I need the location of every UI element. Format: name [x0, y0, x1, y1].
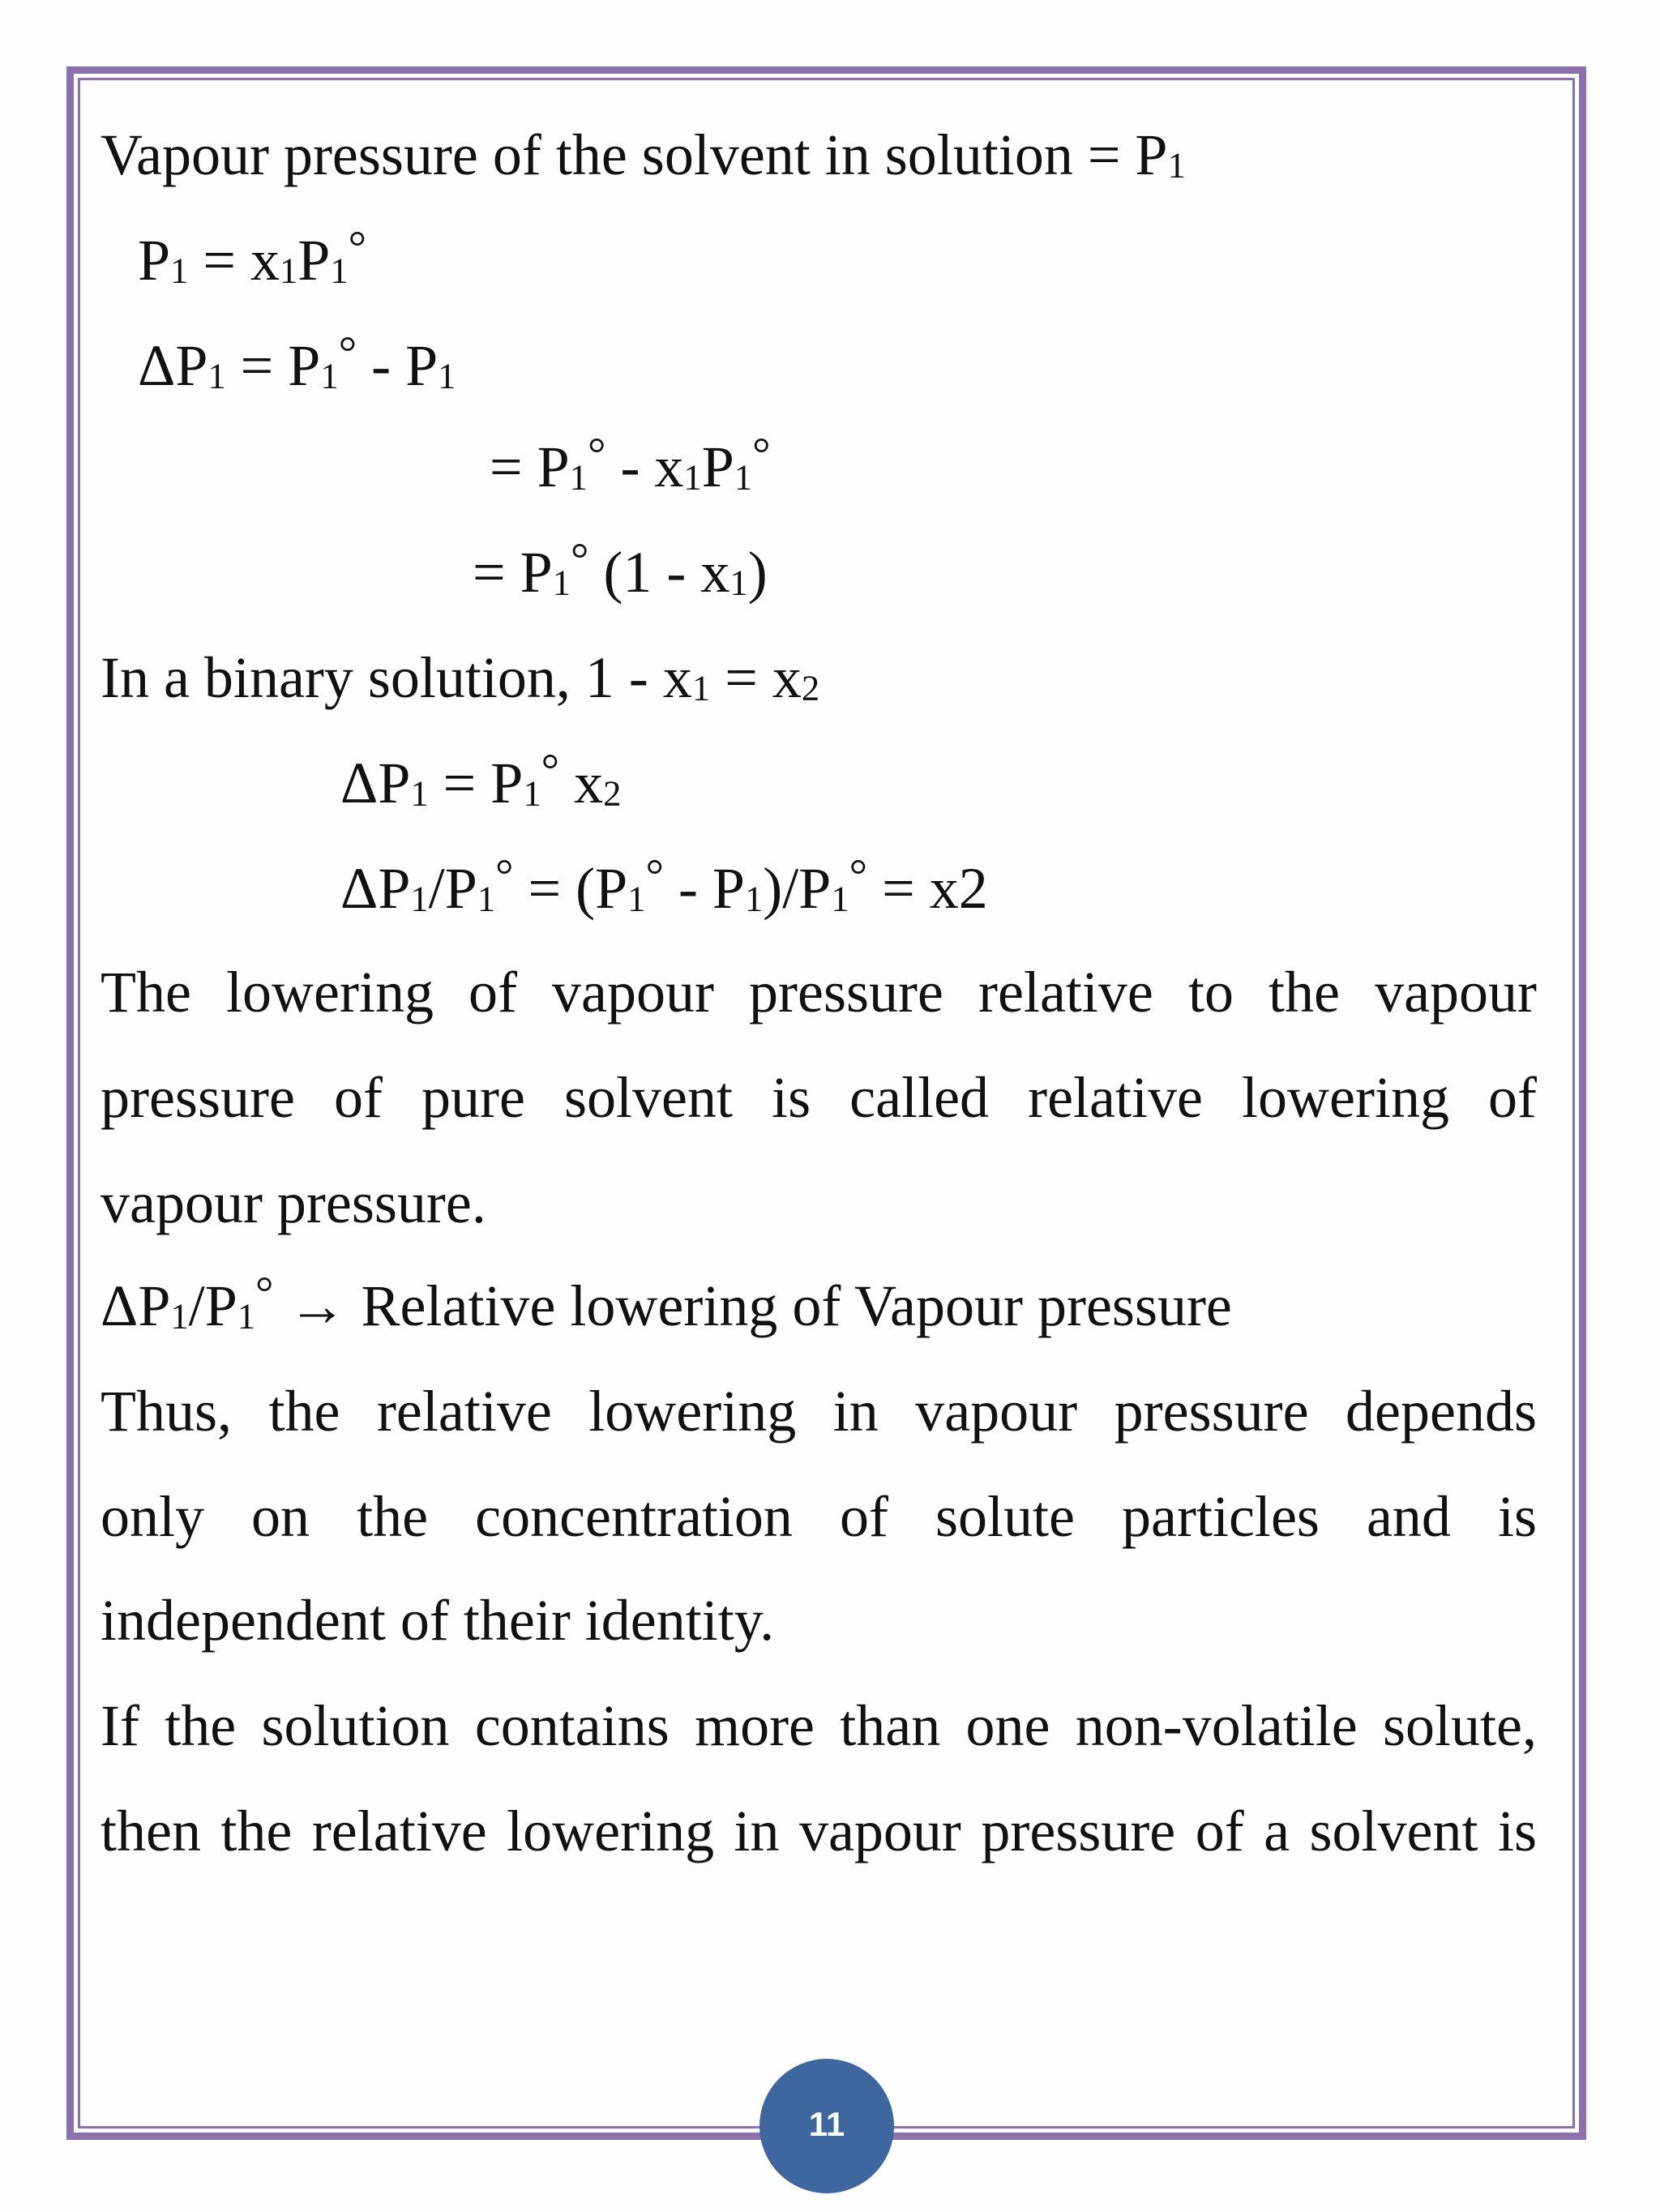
symbol-x: x: [654, 434, 684, 499]
subscript-one: 1: [410, 878, 429, 919]
page-number: 11: [808, 2105, 845, 2143]
delta-symbol: Δ: [101, 1273, 139, 1338]
equals-sign: =: [240, 333, 274, 398]
subscript-one: 1: [691, 667, 711, 708]
minus-sign: -: [628, 645, 648, 710]
subscript-one: 1: [279, 250, 298, 291]
subscript-one: 1: [523, 772, 541, 814]
subscript-one: 1: [569, 456, 588, 498]
equals-sign: =: [473, 540, 506, 605]
binary-solution-line: [101, 645, 820, 710]
equals-sign: =: [1087, 122, 1121, 187]
subscript-one: 1: [208, 355, 226, 396]
symbol-p: P: [1135, 122, 1168, 187]
multi-solute-line-2: then the relative lowering in vapour pressure of a solvent is: [101, 1799, 1537, 1863]
subscript-one: 1: [627, 878, 646, 919]
page-number-badge: [759, 2059, 894, 2193]
symbol-p: P: [288, 333, 321, 398]
symbol-p: P: [138, 1273, 171, 1338]
minus-sign: -: [678, 856, 698, 921]
symbol-p: P: [490, 751, 524, 815]
subscript-one: 1: [170, 250, 189, 291]
slash: /: [188, 1273, 205, 1338]
subscript-one: 1: [831, 878, 849, 919]
close-paren: ): [747, 540, 768, 605]
subscript-one: 1: [744, 878, 764, 919]
degree-symbol: °: [570, 534, 589, 585]
subscript-one: 1: [729, 562, 748, 603]
degree-symbol: °: [495, 850, 514, 901]
symbol-x: x: [772, 645, 802, 710]
symbol-p: P: [520, 540, 553, 605]
subscript-one: 1: [438, 355, 456, 396]
degree-symbol: °: [348, 222, 367, 273]
degree-symbol: °: [752, 429, 771, 480]
equals-sign: =: [725, 645, 758, 710]
symbol-p: P: [175, 333, 208, 398]
symbol-p: P: [378, 751, 411, 815]
subscript-one: 1: [320, 355, 339, 396]
symbol-p: P: [712, 856, 745, 921]
symbol-x: x: [700, 540, 730, 605]
equals-sign: =: [203, 228, 236, 293]
symbol-p: P: [798, 856, 832, 921]
subscript-two: 2: [801, 667, 820, 708]
degree-symbol: °: [338, 327, 357, 379]
degree-symbol: °: [587, 429, 606, 480]
subscript-one: 1: [237, 1295, 256, 1337]
definition-line-2: pressure of pure solvent is called relative lowering of: [101, 1065, 1537, 1130]
close-paren: ): [763, 856, 783, 921]
x2-value: x2: [929, 856, 988, 921]
delta-symbol: Δ: [340, 751, 379, 815]
definition-line-3: vapour pressure.: [101, 1170, 486, 1235]
binary-solution-text: In a binary solution,: [101, 645, 571, 710]
vapour-pressure-intro-line: [101, 122, 1186, 187]
symbol-x: x: [574, 751, 604, 815]
open-paren: (: [575, 856, 596, 921]
symbol-p: P: [297, 228, 331, 293]
subscript-one: 1: [170, 1295, 189, 1337]
symbol-p: P: [444, 856, 477, 921]
raoult-law-equation: [138, 222, 367, 293]
right-arrow-icon: →: [288, 1273, 347, 1338]
delta-p-definition: [138, 327, 456, 398]
symbol-p: P: [537, 434, 570, 499]
subscript-one: 1: [410, 772, 429, 814]
equals-sign: =: [528, 856, 562, 921]
open-paren: (: [603, 540, 623, 605]
slash: /: [782, 856, 799, 921]
subscript-one: 1: [734, 456, 753, 498]
subscript-two: 2: [603, 772, 622, 814]
delta-p-substitution: [490, 429, 771, 499]
degree-symbol: °: [255, 1268, 274, 1319]
delta-symbol: Δ: [340, 856, 379, 921]
symbol-p: P: [701, 434, 734, 499]
minus-sign: -: [371, 333, 391, 398]
delta-symbol: Δ: [138, 333, 176, 398]
delta-p-factored: [473, 534, 768, 605]
digit-one: 1: [622, 540, 652, 605]
subscript-one: 1: [552, 562, 571, 603]
digit-one: 1: [584, 645, 614, 710]
relative-lowering-label-line: [101, 1268, 1232, 1338]
thus-line-2: only on the concentration of solute particles and is: [101, 1484, 1537, 1549]
degree-symbol: °: [849, 850, 868, 901]
degree-symbol: °: [541, 745, 560, 796]
slash: /: [428, 856, 445, 921]
degree-symbol: °: [645, 850, 664, 901]
equals-sign: =: [490, 434, 523, 499]
equals-sign: =: [882, 856, 915, 921]
symbol-p: P: [138, 228, 171, 293]
subscript-one: 1: [683, 456, 702, 498]
thus-line-1: Thus, the relative lowering in vapour pressure depends: [101, 1379, 1537, 1444]
symbol-x: x: [662, 645, 692, 710]
relative-lowering-label: Relative lowering of Vapour pressure: [361, 1273, 1232, 1338]
minus-sign: -: [620, 434, 640, 499]
multi-solute-line-1: If the solution contains more than one non-volatile solute,: [101, 1693, 1537, 1758]
vapour-pressure-intro-text: Vapour pressure of the solvent in solution: [101, 122, 1073, 187]
subscript-one: 1: [477, 878, 496, 919]
symbol-p: P: [378, 856, 411, 921]
equals-sign: =: [443, 751, 477, 815]
relative-lowering-equation: [340, 850, 988, 921]
minus-sign: -: [666, 540, 687, 605]
delta-p-mole-fraction: [340, 745, 622, 815]
symbol-x: x: [250, 228, 280, 293]
symbol-p: P: [405, 333, 439, 398]
symbol-p: P: [595, 856, 628, 921]
subscript-one: 1: [330, 250, 349, 291]
thus-line-3: independent of their identity.: [101, 1588, 775, 1653]
definition-line-1: The lowering of vapour pressure relative to the vapour: [101, 960, 1537, 1025]
subscript-one: 1: [1167, 144, 1186, 186]
symbol-p: P: [204, 1273, 237, 1338]
